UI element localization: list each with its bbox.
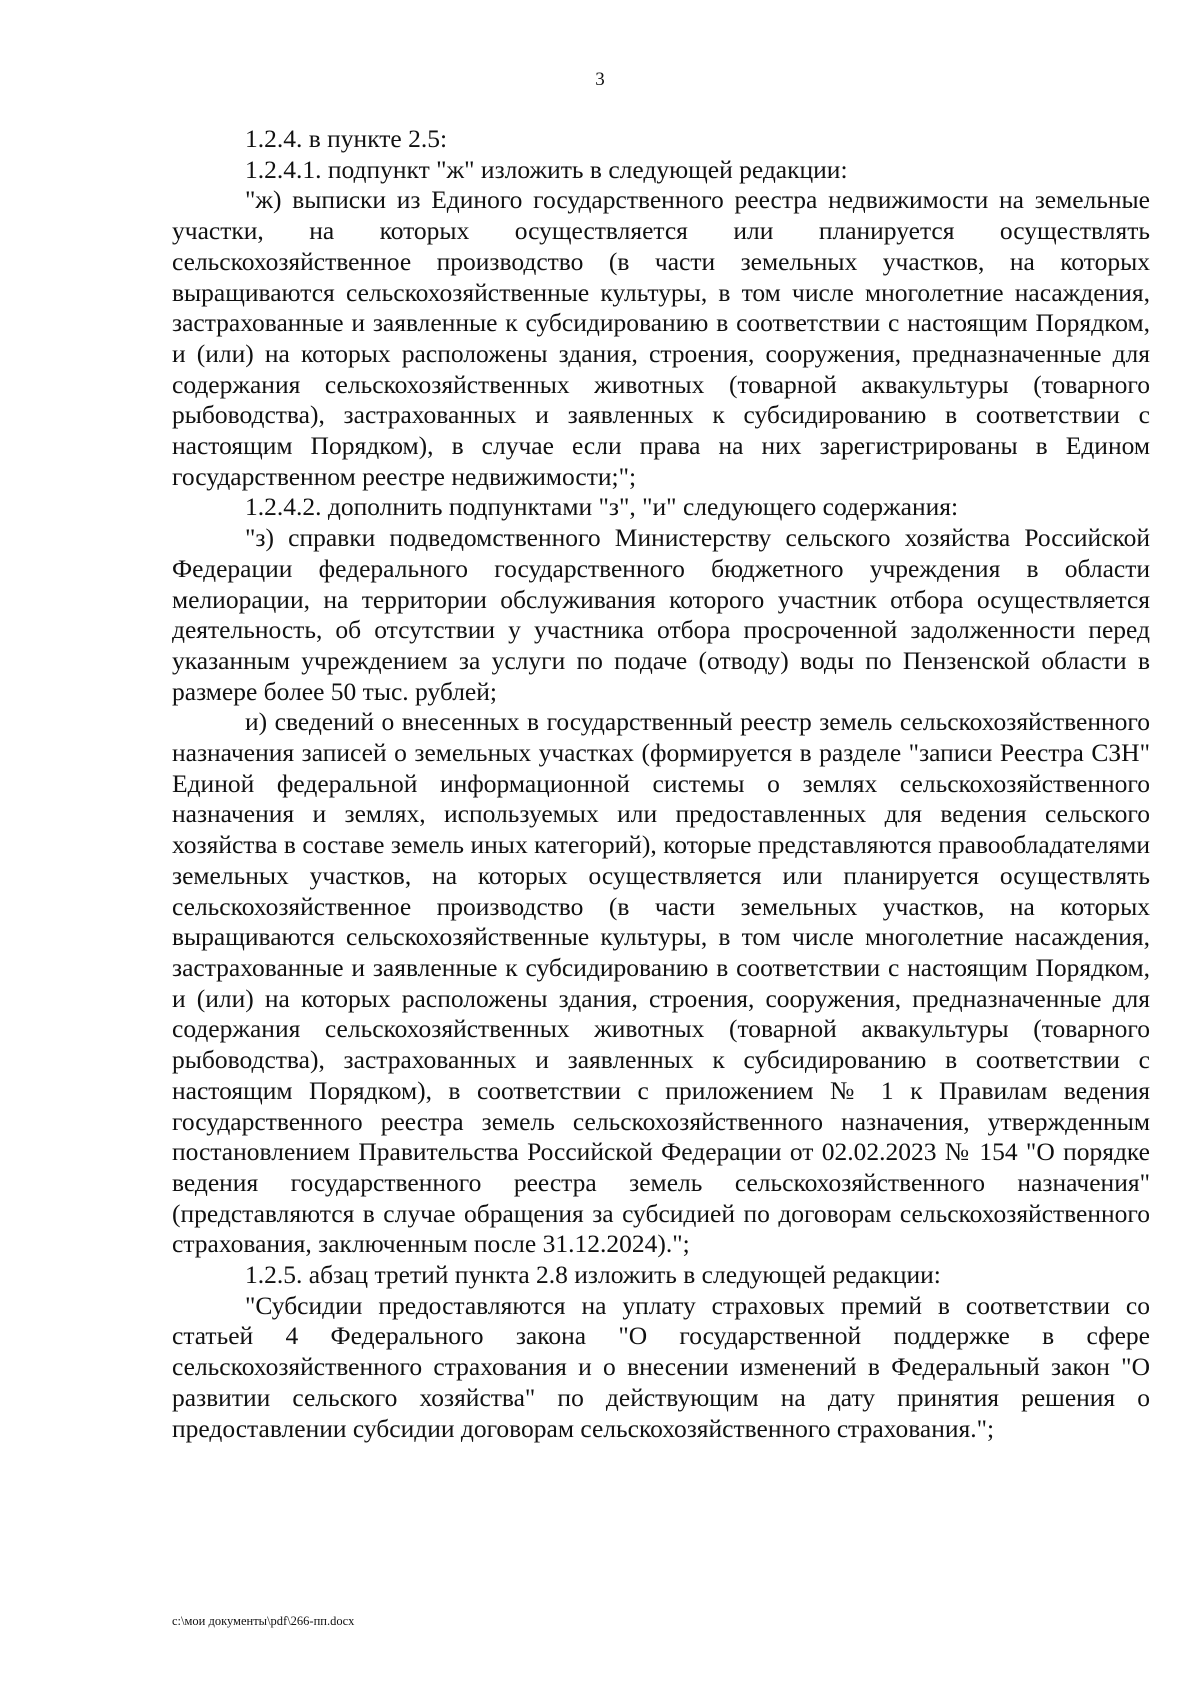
document-body xyxy=(172,124,1150,1444)
paragraph-1-2-4: 1.2.4. в пункте 2.5: xyxy=(245,124,448,153)
paragraph-subitem-zh: "ж) выписки из Единого государственного реестра недвижимости на земельные участки, на которых осуществляется или планируется осуществлять сельскохозяйственное производство (в части земельных участков, на которых выращиваются сельскохозяйственные культуры, в том числе многолетние насаждения, застрахованные и заявленные к субсидированию в соответствии с настоящим Порядком, и (или) на которых расположены здания, строения, сооружения, предназначенные для содержания сельскохозяйственных животных (товарной аквакультуры (товарного рыбоводства), застрахованных и заявленных к субсидированию в соответствии с настоящим Порядком), в случае если права на них зарегистрированы в Едином государственном реестре недвижимости;"; xyxy=(172,185,1150,491)
page-number: 3 xyxy=(595,69,605,90)
paragraph-1-2-4-1: 1.2.4.1. подпункт "ж" изложить в следующей редакции: xyxy=(245,154,848,184)
footer-file-path: c:\мои документы\pdf\266-пп.docx xyxy=(172,1614,355,1628)
paragraph-subitem-z: "з) справки подведомственного Министерству сельского хозяйства Российской Федерации федерального государственного бюджетного учреждения в области мелиорации, на территории обслуживания которого участник отбора осуществляется деятельность, об отсутствии у участника отбора просроченной задолженности перед указанным учреждением за услуги по подаче (отводу) воды по Пензенской области в размере более 50 тыс. рублей; xyxy=(172,523,1150,706)
paragraph-subitem-i: и) сведений о внесенных в государственный реестр земель сельскохозяйственного назначения записей о земельных участках (формируется в разделе "записи Реестра СЗН" Единой федеральной информационной системы о землях сельскохозяйственного назначения и землях, используемых или предоставленных для ведения сельского хозяйства в составе земель иных категорий), которые представляются правообладателями земельных участков, на которых осуществляется или планируется осуществлять сельскохозяйственное производство (в части земельных участков, на которых выращиваются сельскохозяйственные культуры, в том числе многолетние насаждения, застрахованные и заявленные к субсидированию в соответствии с настоящим Порядком, и (или) на которых расположены здания, строения, сооружения, предназначенные для содержания сельскохозяйственных животных (товарной аквакультуры (товарного рыбоводства), застрахованных и заявленных к субсидированию в соответствии с настоящим Порядком), в соответствии с приложением № 1 к Правилам ведения государственного реестра земель сельскохозяйственного назначения, утвержденным постановлением Правительства Российской Федерации от 02.02.2023 № 154 "О порядке ведения государственного реестра земель сельскохозяйственного назначения" (представляются в случае обращения за субсидией по договорам сельскохозяйственного страхования, заключенным после 31.12.2024)."; xyxy=(172,707,1150,1259)
paragraph-1-2-4-2: 1.2.4.2. дополнить подпунктами "з", "и" следующего содержания: xyxy=(245,492,959,522)
paragraph-1-2-5: 1.2.5. абзац третий пункта 2.8 изложить в следующей редакции: xyxy=(245,1260,941,1290)
paragraph-subsidies-text: "Субсидии предоставляются на уплату страховых премий в соответствии со статьей 4 Федерального закона "О государственной поддержке в сфере сельскохозяйственного страхования и о внесении изменений в Федеральный закон "О развитии сельского хозяйства" по действующим на дату принятия решения о предоставлении субсидии договорам сельскохозяйственного страхования."; xyxy=(172,1290,1150,1443)
